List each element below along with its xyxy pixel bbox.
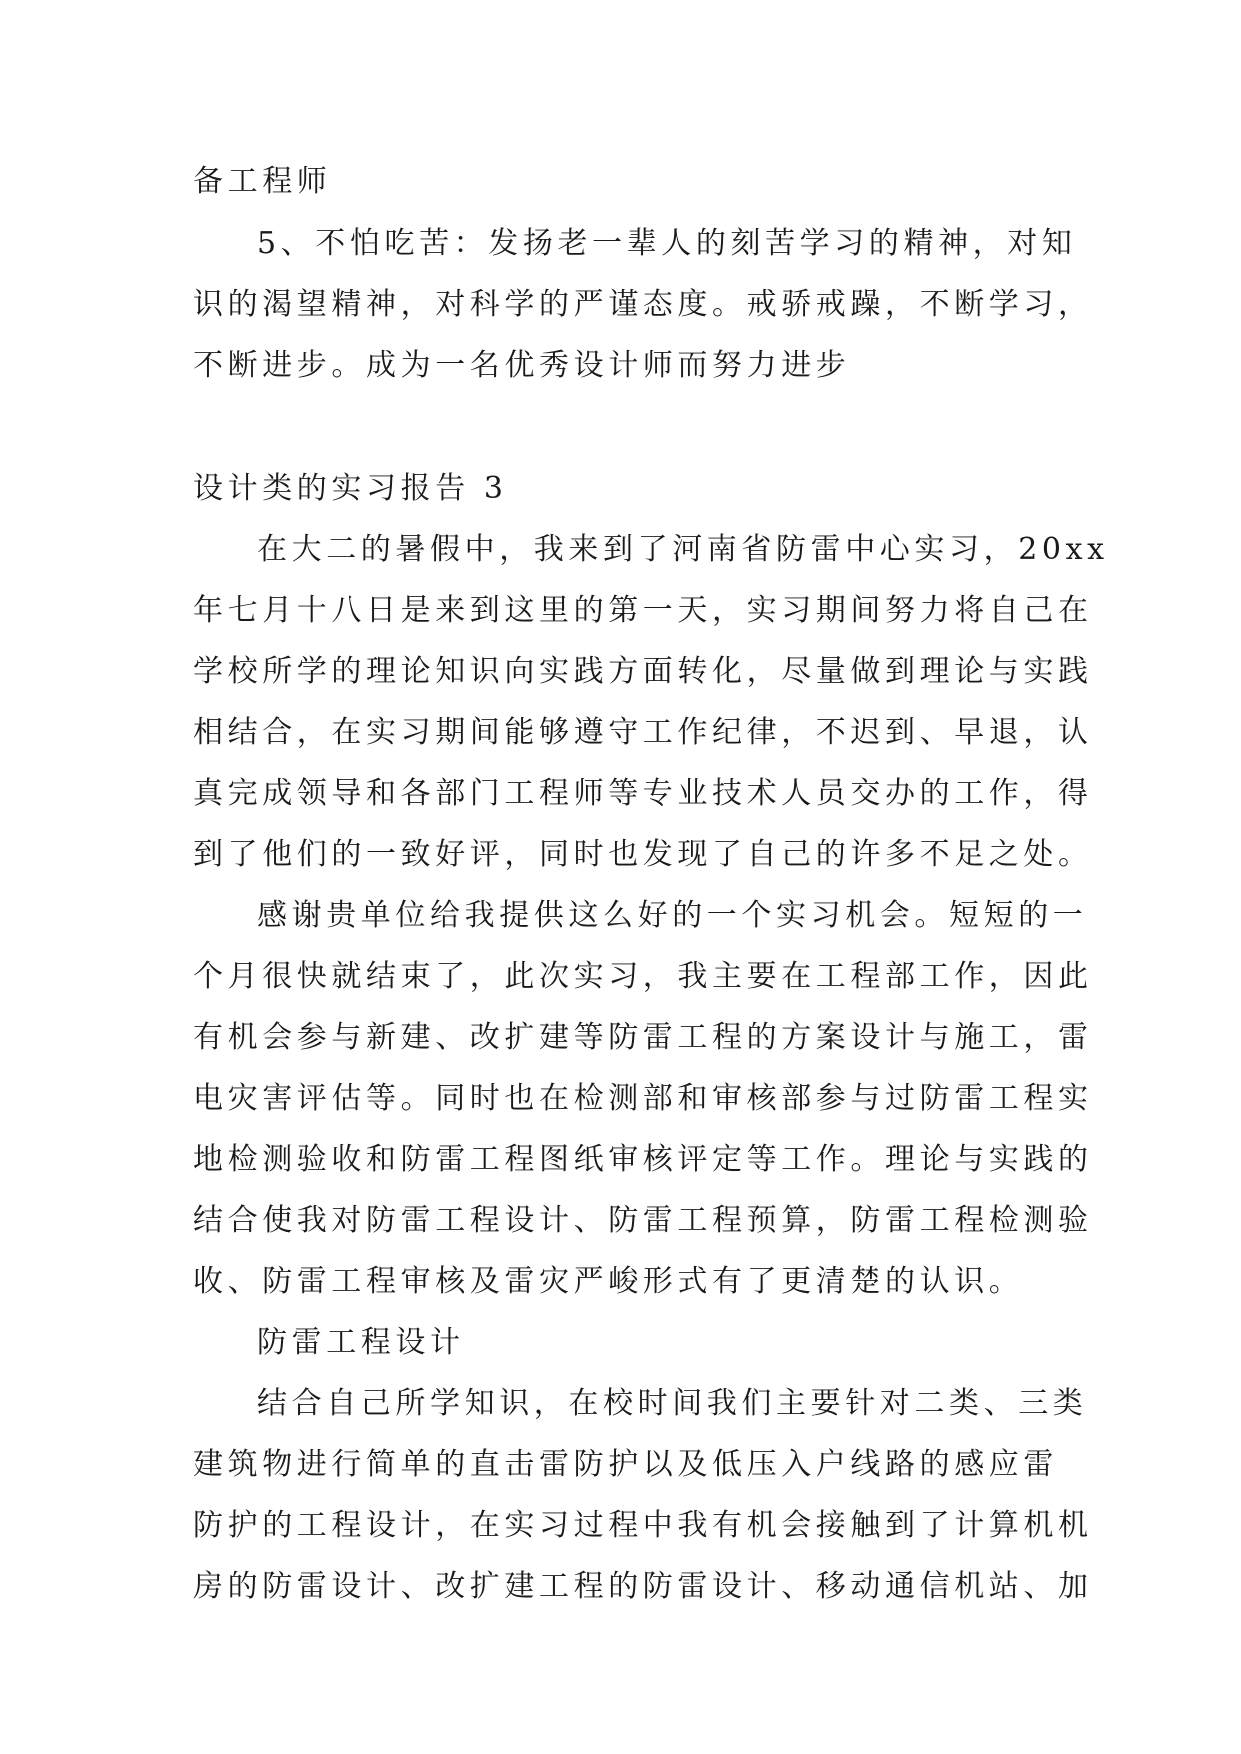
paragraph2-line-6: 结合使我对防雷工程设计、防雷工程预算，防雷工程检测验 xyxy=(193,1203,1093,1238)
item5-line-1: 5、不怕吃苦：发扬老一辈人的刻苦学习的精神，对知 xyxy=(257,226,1077,261)
paragraph1-line-2: 年七月十八日是来到这里的第一天，实习期间努力将自己在 xyxy=(193,593,1093,628)
paragraph2-line-5: 地检测验收和防雷工程图纸审核评定等工作。理论与实践的 xyxy=(193,1142,1093,1177)
item5-line-3: 不断进步。成为一名优秀设计师而努力进步 xyxy=(193,348,851,383)
subheading: 防雷工程设计 xyxy=(257,1325,465,1360)
paragraph1-line-6: 到了他们的一致好评，同时也发现了自己的许多不足之处。 xyxy=(193,837,1093,872)
paragraph3-line-3: 防护的工程设计，在实习过程中我有机会接触到了计算机机 xyxy=(193,1508,1093,1543)
carryover-line: 备工程师 xyxy=(193,164,332,199)
paragraph1-line-4: 相结合，在实习期间能够遵守工作纪律，不迟到、早退，认 xyxy=(193,715,1093,750)
paragraph2-line-3: 有机会参与新建、改扩建等防雷工程的方案设计与施工，雷 xyxy=(193,1020,1093,1055)
paragraph3-line-2: 建筑物进行简单的直击雷防护以及低压入户线路的感应雷 xyxy=(193,1447,1058,1482)
paragraph3-line-4: 房的防雷设计、改扩建工程的防雷设计、移动通信机站、加 xyxy=(193,1569,1093,1604)
item5-line-2: 识的渴望精神，对科学的严谨态度。戒骄戒躁，不断学习， xyxy=(193,287,1093,322)
paragraph2-line-4: 电灾害评估等。同时也在检测部和审核部参与过防雷工程实 xyxy=(193,1081,1093,1116)
paragraph2-line-1: 感谢贵单位给我提供这么好的一个实习机会。短短的一 xyxy=(257,898,1088,933)
paragraph1-line-5: 真完成领导和各部门工程师等专业技术人员交办的工作，得 xyxy=(193,776,1093,811)
paragraph3-line-1: 结合自己所学知识，在校时间我们主要针对二类、三类 xyxy=(257,1386,1088,1421)
paragraph2-line-7: 收、防雷工程审核及雷灾严峻形式有了更清楚的认识。 xyxy=(193,1264,1024,1299)
section-title: 设计类的实习报告 3 xyxy=(193,471,508,506)
paragraph2-line-2: 个月很快就结束了，此次实习，我主要在工程部工作，因此 xyxy=(193,959,1093,994)
paragraph1-line-3: 学校所学的理论知识向实践方面转化，尽量做到理论与实践 xyxy=(193,654,1093,689)
paragraph1-line-1: 在大二的暑假中，我来到了河南省防雷中心实习，20xx xyxy=(257,532,1109,567)
